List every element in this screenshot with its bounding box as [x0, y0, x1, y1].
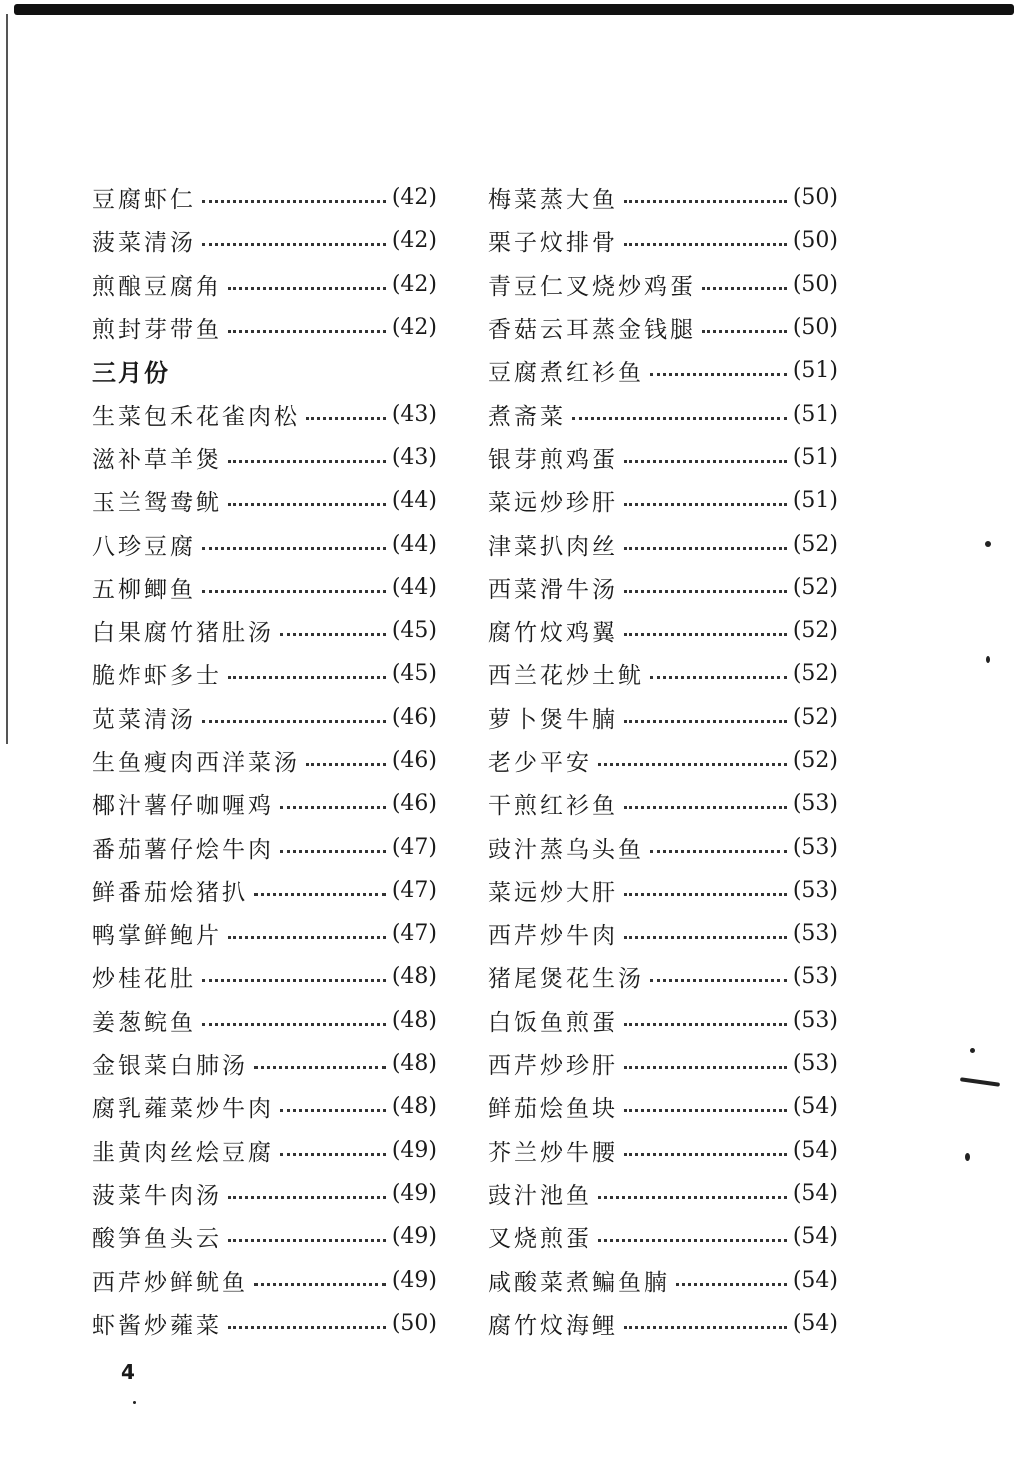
dot-leader	[624, 547, 787, 550]
dot-leader	[228, 287, 386, 290]
entry-title: 老少平安	[488, 750, 592, 776]
entry-page-number: (53)	[792, 834, 838, 860]
entry-title: 腐竹炆鸡翼	[488, 620, 618, 647]
entry-page-number: (46)	[391, 748, 437, 773]
dot-leader	[306, 763, 386, 766]
dot-leader	[254, 1066, 386, 1069]
toc-entry	[92, 263, 437, 306]
entry-page-number: (50)	[792, 271, 838, 297]
entry-title: 煮斋菜	[488, 403, 566, 430]
toc-entry	[488, 696, 838, 739]
dot-leader	[228, 1239, 386, 1242]
dot-leader	[228, 676, 386, 679]
toc-entry	[92, 955, 437, 998]
toc-entry	[92, 1258, 437, 1301]
toc-entry	[92, 219, 437, 262]
toc-entry	[92, 739, 437, 782]
toc-entry	[92, 1215, 437, 1258]
toc-entry	[92, 1302, 437, 1345]
entry-page-number: (51)	[792, 444, 838, 470]
entry-title: 韭黄肉丝烩豆腐	[92, 1139, 274, 1166]
entry-title: 西芹炒珍肝	[488, 1053, 618, 1080]
dot-leader	[280, 1153, 386, 1156]
entry-page-number: (52)	[792, 618, 838, 644]
entry-title: 苋菜清汤	[92, 706, 196, 733]
dot-leader	[228, 460, 386, 463]
dot-leader	[650, 979, 787, 982]
dot-leader	[624, 1109, 787, 1112]
dot-leader	[202, 547, 386, 550]
toc-entry	[488, 825, 838, 868]
toc-entry	[488, 263, 838, 306]
dot-leader	[202, 200, 386, 203]
toc-entry	[488, 1172, 838, 1215]
entry-title: 五柳鲫鱼	[92, 576, 196, 603]
toc-entry	[488, 306, 838, 349]
entry-title: 白果腐竹猪肚汤	[92, 620, 274, 647]
toc-entry	[488, 955, 838, 998]
toc-entry	[92, 522, 437, 565]
entry-title: 豉汁蒸乌头鱼	[488, 836, 644, 863]
entry-page-number: (54)	[792, 1224, 838, 1250]
entry-page-number: (53)	[792, 964, 838, 990]
toc-entry	[488, 1302, 838, 1345]
entry-page-number: (54)	[792, 1094, 838, 1120]
dot-leader	[624, 720, 787, 723]
toc-right-column	[488, 176, 838, 1345]
dot-leader	[202, 720, 386, 723]
entry-page-number: (47)	[391, 834, 437, 860]
entry-page-number: (53)	[792, 1007, 838, 1033]
toc-entry	[92, 566, 437, 609]
entry-page-number: (51)	[792, 358, 838, 384]
dot-leader	[280, 850, 386, 853]
dot-leader	[624, 503, 787, 506]
entry-title: 豆腐虾仁	[92, 187, 196, 214]
entry-page-number: (52)	[792, 531, 838, 557]
toc-entry	[92, 782, 437, 825]
entry-title: 香菇云耳蒸金钱腿	[488, 317, 696, 344]
entry-page-number: (48)	[391, 1051, 437, 1077]
entry-page-number: (43)	[391, 401, 437, 427]
dot-leader	[650, 373, 787, 376]
entry-page-number: (54)	[792, 1310, 838, 1336]
entry-page-number: (53)	[792, 1051, 838, 1077]
dot-leader	[624, 1066, 787, 1069]
dot-leader	[228, 1196, 386, 1199]
toc-entry	[488, 999, 838, 1042]
dot-leader	[650, 676, 787, 679]
dot-leader	[624, 200, 787, 203]
entry-title: 生菜包禾花雀肉松	[92, 403, 300, 430]
entry-title: 津菜扒肉丝	[488, 533, 618, 560]
toc-entry	[92, 176, 437, 219]
entry-page-number: (50)	[792, 185, 838, 211]
toc-entry	[92, 912, 437, 955]
entry-title: 煎封芽带鱼	[92, 317, 222, 344]
entry-title: 青豆仁叉烧炒鸡蛋	[488, 273, 696, 300]
entry-page-number: (50)	[792, 315, 838, 341]
entry-title: 酸笋鱼头云	[92, 1226, 222, 1253]
entry-page-number: (48)	[391, 1007, 437, 1033]
scan-speck	[133, 1401, 136, 1404]
entry-title: 生鱼瘦肉西洋菜汤	[92, 750, 300, 776]
dot-leader	[624, 936, 787, 939]
entry-title: 炒桂花肚	[92, 966, 196, 993]
entry-title: 鲜番茄烩猪扒	[92, 879, 248, 906]
toc-entry	[92, 1129, 437, 1172]
toc-entry	[488, 1129, 838, 1172]
top-rule	[14, 4, 1014, 15]
entry-page-number: (46)	[391, 791, 437, 817]
dot-leader	[650, 850, 787, 853]
entry-page-number: (48)	[391, 1094, 437, 1120]
toc-entry	[488, 652, 838, 695]
entry-title: 银芽煎鸡蛋	[488, 446, 618, 473]
entry-title: 椰汁薯仔咖喱鸡	[92, 793, 274, 820]
entry-title: 八珍豆腐	[92, 533, 196, 560]
dot-leader	[280, 633, 386, 636]
toc-entry	[488, 609, 838, 652]
entry-title: 番茄薯仔烩牛肉	[92, 836, 274, 863]
entry-title: 菜远炒珍肝	[488, 490, 618, 517]
entry-title: 叉烧煎蛋	[488, 1226, 592, 1253]
toc-entry	[92, 1172, 437, 1215]
dot-leader	[202, 243, 386, 246]
dot-leader	[624, 893, 787, 896]
toc-group-after	[92, 392, 437, 1345]
entry-page-number: (53)	[792, 921, 838, 947]
toc-entry	[92, 1042, 437, 1085]
dot-leader	[280, 806, 386, 809]
toc-entry	[488, 1085, 838, 1128]
scan-speck	[986, 656, 990, 663]
entry-page-number: (44)	[391, 531, 437, 557]
entry-title: 煎酿豆腐角	[92, 273, 222, 300]
dot-leader	[202, 1023, 386, 1026]
toc-entry	[92, 306, 437, 349]
toc-entry	[488, 219, 838, 262]
entry-title: 金银菜白肺汤	[92, 1053, 248, 1080]
dot-leader	[702, 330, 787, 333]
entry-title: 栗子炆排骨	[488, 230, 618, 257]
entry-page-number: (53)	[792, 877, 838, 903]
dot-leader	[254, 893, 386, 896]
entry-page-number: (54)	[792, 1137, 838, 1163]
entry-page-number: (47)	[391, 877, 437, 903]
entry-page-number: (49)	[391, 1180, 437, 1206]
entry-page-number: (52)	[792, 704, 838, 730]
entry-title: 梅菜蒸大鱼	[488, 187, 618, 214]
toc-entry	[488, 479, 838, 522]
entry-page-number: (42)	[391, 271, 437, 297]
toc-entry	[488, 1215, 838, 1258]
toc-group-before	[92, 176, 437, 349]
entry-title: 玉兰鸳鸯鱿	[92, 490, 222, 517]
entry-title: 干煎红衫鱼	[488, 793, 618, 820]
dot-leader	[624, 806, 787, 809]
entry-title: 豆腐煮红衫鱼	[488, 360, 644, 387]
entry-title: 豉汁池鱼	[488, 1182, 592, 1209]
entry-page-number: (50)	[792, 228, 838, 254]
entry-page-number: (52)	[792, 661, 838, 687]
scan-speck	[985, 541, 991, 547]
entry-page-number: (49)	[391, 1267, 437, 1293]
entry-page-number: (44)	[391, 574, 437, 600]
toc-entry	[92, 1085, 437, 1128]
entry-page-number: (43)	[391, 444, 437, 470]
dot-leader	[598, 1196, 787, 1199]
dot-leader	[228, 330, 386, 333]
dot-leader	[598, 1239, 787, 1242]
dot-leader	[254, 1283, 386, 1286]
entry-page-number: (42)	[391, 228, 437, 254]
toc-entry	[92, 999, 437, 1042]
toc-entry	[92, 479, 437, 522]
toc-entry	[488, 176, 838, 219]
toc-entry	[92, 652, 437, 695]
dot-leader	[624, 1153, 787, 1156]
toc-entry	[488, 1258, 838, 1301]
entry-page-number: (52)	[792, 574, 838, 600]
entry-page-number: (44)	[391, 488, 437, 514]
toc-entry	[488, 869, 838, 912]
dot-leader	[306, 417, 386, 420]
page-number: 4	[121, 1360, 135, 1384]
entry-page-number: (54)	[792, 1180, 838, 1206]
entry-title: 芥兰炒牛腰	[488, 1139, 618, 1166]
scan-speck	[960, 1077, 1000, 1087]
binding-edge	[6, 14, 8, 744]
toc-entry	[92, 609, 437, 652]
entry-page-number: (51)	[792, 401, 838, 427]
dot-leader	[598, 763, 787, 766]
dot-leader	[676, 1283, 787, 1286]
entry-title: 虾酱炒蕹菜	[92, 1312, 222, 1339]
entry-page-number: (42)	[391, 185, 437, 211]
dot-leader	[228, 503, 386, 506]
toc-entry	[92, 436, 437, 479]
toc-entry	[488, 1042, 838, 1085]
dot-leader	[624, 1326, 787, 1329]
entry-page-number: (42)	[391, 315, 437, 341]
entry-title: 滋补草羊煲	[92, 446, 222, 473]
entry-title: 姜葱鲩鱼	[92, 1009, 196, 1036]
entry-title: 白饭鱼煎蛋	[488, 1009, 618, 1036]
dot-leader	[624, 1023, 787, 1026]
dot-leader	[228, 1326, 386, 1329]
entry-page-number: (54)	[792, 1267, 838, 1293]
entry-page-number: (51)	[792, 488, 838, 514]
toc-entry	[92, 696, 437, 739]
entry-title: 西芹炒牛肉	[488, 923, 618, 950]
toc-entry	[488, 739, 838, 782]
entry-title: 西芹炒鲜鱿鱼	[92, 1269, 248, 1296]
toc-entry	[488, 392, 838, 435]
entry-title: 腐乳蕹菜炒牛肉	[92, 1096, 274, 1123]
dot-leader	[280, 1109, 386, 1112]
toc-entry	[92, 825, 437, 868]
entry-title: 菠菜清汤	[92, 230, 196, 257]
dot-leader	[624, 243, 787, 246]
scan-speck	[965, 1153, 970, 1161]
entry-page-number: (52)	[792, 748, 838, 773]
entry-title: 鲜茄烩鱼块	[488, 1096, 618, 1123]
entry-title: 脆炸虾多士	[92, 663, 222, 690]
entry-page-number: (47)	[391, 921, 437, 947]
toc-entry	[92, 392, 437, 435]
dot-leader	[624, 633, 787, 636]
entry-title: 萝卜煲牛腩	[488, 706, 618, 733]
entry-page-number: (48)	[391, 964, 437, 990]
toc-entry	[488, 782, 838, 825]
entry-page-number: (45)	[391, 618, 437, 644]
dot-leader	[624, 460, 787, 463]
scan-speck	[970, 1048, 975, 1053]
section-heading: 三月份	[92, 359, 170, 388]
toc-entry	[488, 566, 838, 609]
toc-entry	[92, 869, 437, 912]
entry-page-number: (53)	[792, 791, 838, 817]
toc-entry	[488, 912, 838, 955]
entry-title: 猪尾煲花生汤	[488, 966, 644, 993]
dot-leader	[702, 287, 787, 290]
dot-leader	[202, 979, 386, 982]
dot-leader	[202, 590, 386, 593]
dot-leader	[228, 936, 386, 939]
entry-title: 咸酸菜煮鳊鱼腩	[488, 1269, 670, 1296]
entry-title: 鸭掌鲜鲍片	[92, 923, 222, 950]
entry-title: 西菜滑牛汤	[488, 576, 618, 603]
entry-page-number: (49)	[391, 1224, 437, 1250]
entry-title: 菠菜牛肉汤	[92, 1182, 222, 1209]
entry-page-number: (46)	[391, 704, 437, 730]
toc-left-column	[92, 176, 437, 1345]
entry-page-number: (45)	[391, 661, 437, 687]
dot-leader	[572, 417, 787, 420]
entry-page-number: (50)	[391, 1310, 437, 1336]
entry-title: 西兰花炒土鱿	[488, 663, 644, 690]
entry-title: 腐竹炆海鲤	[488, 1312, 618, 1339]
toc-entry	[488, 522, 838, 565]
toc-entry	[488, 436, 838, 479]
dot-leader	[624, 590, 787, 593]
entry-page-number: (49)	[391, 1137, 437, 1163]
entry-title: 菜远炒大肝	[488, 879, 618, 906]
toc-entry	[488, 349, 838, 392]
